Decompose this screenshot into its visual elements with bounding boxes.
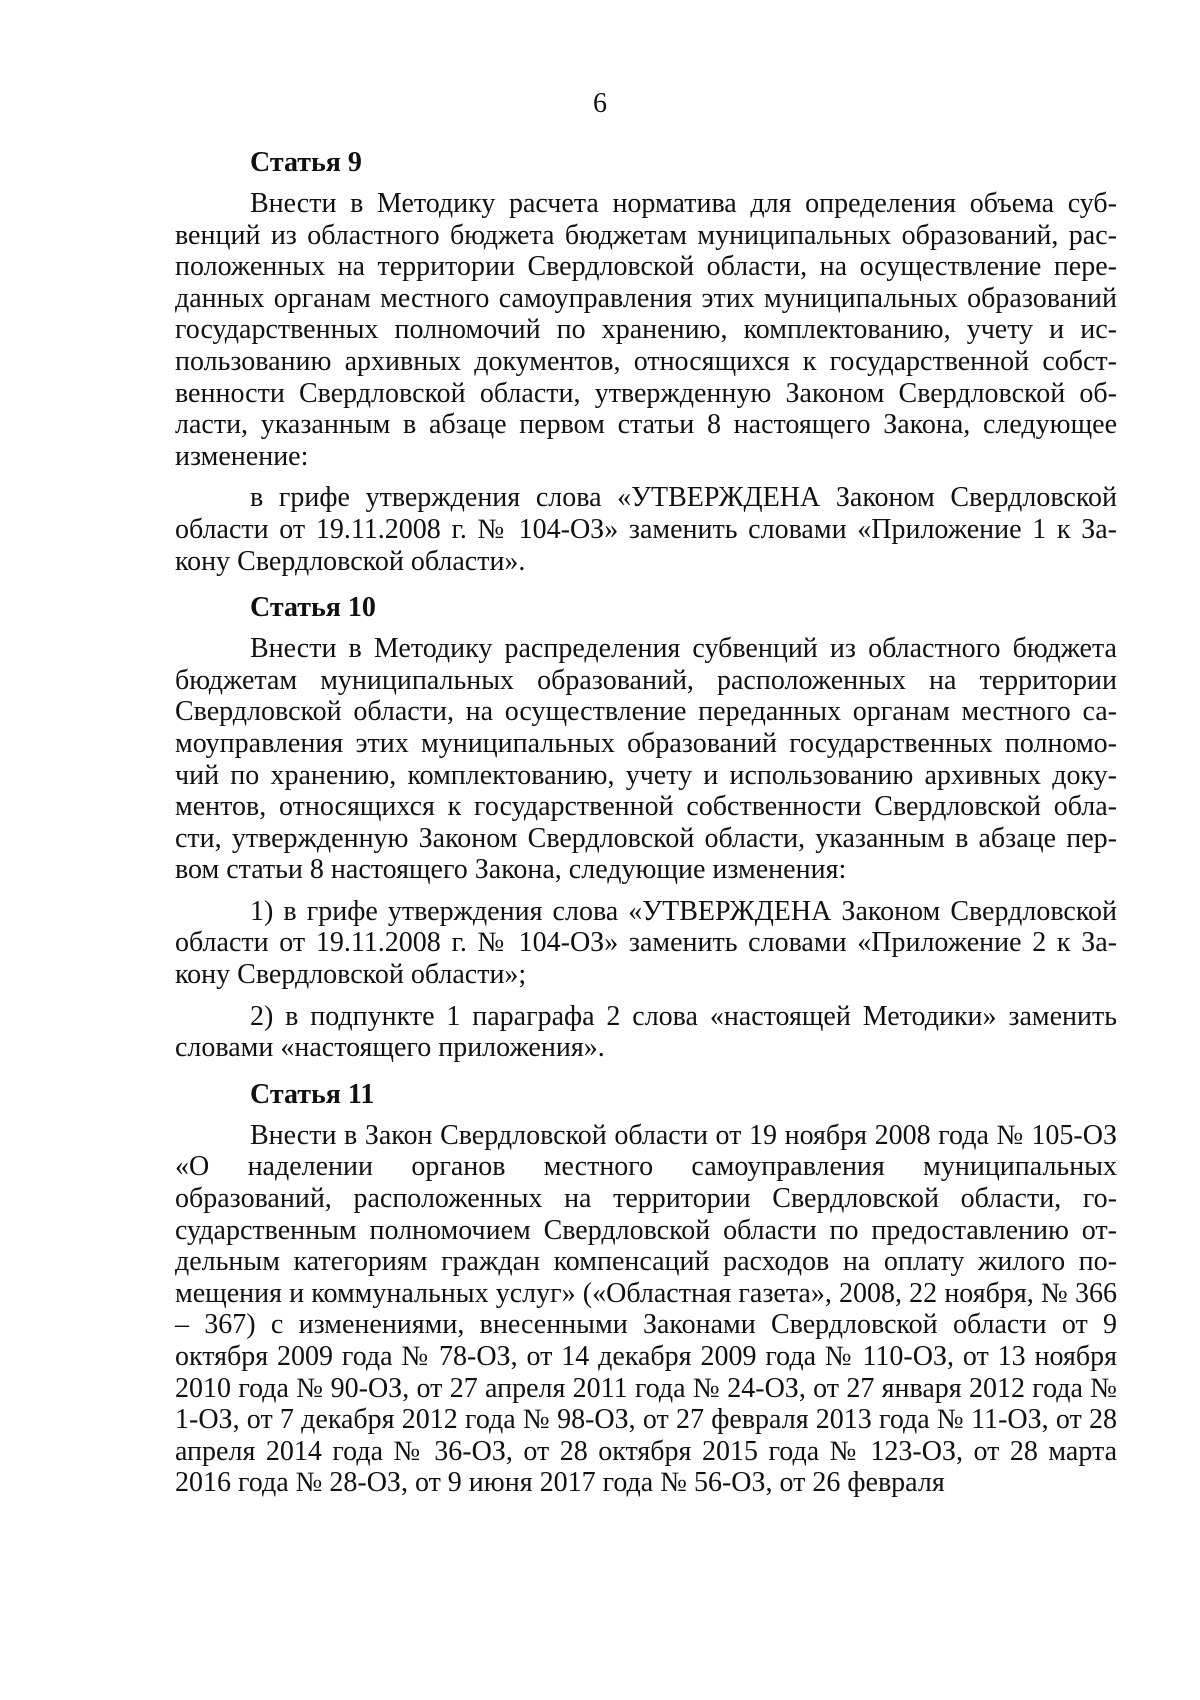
- article-paragraph: 1) в грифе утверждения слова «УТВЕРЖДЕНА Законом Свердловской области от 19.11.2008 г. № 104-ОЗ» заменить словами «Приложение 2 к Закону Свердловской области»;: [175, 895, 1117, 991]
- article-paragraph: Внести в Методику расчета норматива для определения объема субвенций из областного бюджета бюджетам муниципальных образований, расположенных на территории Свердловской области, на осуществление переданных органам местного самоуправления этих муниципальных образований государственных полномочий по хранению, комплектованию, учету и использованию архивных документов, относящихся к государственной собственности Свердловской области, утвержденную Законом Свердловской области, указанным в абзаце первом статьи 8 настоящего Закона, следующее изменение:: [175, 188, 1117, 472]
- article-title: Статья 11: [250, 1078, 375, 1110]
- page-number: 6: [593, 88, 607, 119]
- article-paragraph: Внести в Закон Свердловской области от 19 ноября 2008 года № 105-ОЗ «О наделении органов местного самоуправления муниципальных образований, расположенных на территории Свердловской области, государственным полномочием Свердловской области по предоставлению отдельным категориям граждан компенсаций расходов на оплату жилого помещения и коммунальных услуг» («Областная газета», 2008, 22 ноября, № 366 – 367) с изменениями, внесенными Законами Свердловской области от 9 октября 2009 года № 78-ОЗ, от 14 декабря 2009 года № 110-ОЗ, от 13 ноября 2010 года № 90-ОЗ, от 27 апреля 2011 года № 24-ОЗ, от 27 января 2012 года № 1-ОЗ, от 7 декабря 2012 года № 98-ОЗ, от 27 февраля 2013 года № 11-ОЗ, от 28 апреля 2014 года № 36-ОЗ, от 28 октября 2015 года № 123-ОЗ, от 28 марта 2016 года № 28-ОЗ, от 9 июня 2017 года № 56-ОЗ, от 26 февраля: [175, 1119, 1117, 1499]
- article-11: [175, 1078, 1117, 1499]
- article-paragraph: 2) в подпункте 1 параграфа 2 слова «настоящей Методики» заменить словами «настоящего приложения».: [175, 1000, 1117, 1064]
- article-9: [175, 146, 1117, 577]
- article-title: Статья 9: [250, 147, 362, 178]
- document-body: [175, 146, 1117, 1499]
- article-title: Статья 10: [250, 592, 376, 624]
- article-10: [175, 591, 1117, 1064]
- article-paragraph: Внести в Методику распределения субвенций из областного бюджета бюджетам муниципальных образований, расположенных на территории Свердловской области, на осуществление переданных органам местного самоуправления этих муниципальных образований государственных полномочий по хранению, комплектованию, учету и использованию архивных документов, относящихся к государственной собственности Свердловской области, утвержденную Законом Свердловской области, указанным в абзаце первом статьи 8 настоящего Закона, следующие изменения:: [175, 633, 1117, 886]
- article-paragraph: в грифе утверждения слова «УТВЕРЖДЕНА Законом Свердловской области от 19.11.2008 г. № 104-ОЗ» заменить словами «Приложение 1 к Закону Свердловской области».: [175, 482, 1117, 577]
